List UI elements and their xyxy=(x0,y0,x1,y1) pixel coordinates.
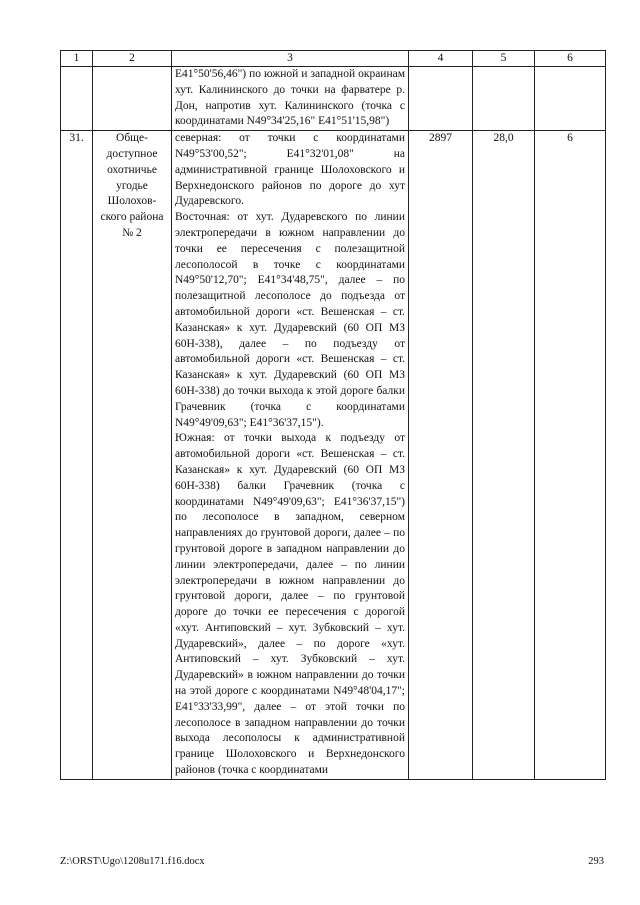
continuation-cell-number xyxy=(61,67,93,131)
continuation-description: E41°50'56,46") по южной и западной окраинам хут. Калининского до точки на фарватере р. Дон, напротив хут. Калининского (точка с координатами N49°34'25,16" E41°51'15,98") xyxy=(172,67,409,131)
north-boundary: северная: от точки с координатами N49°53'00,52"; E41°32'01,08" на административной границе Шолоховского и Верхнедонского районов по дороге до хут Дударевского. xyxy=(175,132,405,208)
column-5-value: 28,0 xyxy=(473,131,535,780)
column-4-value: 2897 xyxy=(409,131,473,780)
header-col-5: 5 xyxy=(473,51,535,67)
hunting-ground-name: Обще-доступное охотничье угодье Шолохов-ского района № 2 xyxy=(93,131,172,780)
hunting-grounds-table xyxy=(60,50,606,780)
header-col-3: 3 xyxy=(172,51,409,67)
header-col-4: 4 xyxy=(409,51,473,67)
continuation-row xyxy=(61,67,606,131)
page-number: 293 xyxy=(588,856,604,867)
header-row xyxy=(61,51,606,67)
east-boundary: Восточная: от хут. Дударевского по линии электропередачи в южном направлении до точки ее пересечения с полезащитной лесополосой в точке с координатами N49°50'12,70"; E41°34'48,75", далее – по полезащитной лесополосе до подъезда от автомобильной дороги «ст. Вешенская – ст. Казанская» к хут. Дударевский (60 ОП МЗ 60Н-338), далее – по подъезду от автомобильной дороги «ст. Вешенская – ст. Казанская» к хут. Дударевский (60 ОП МЗ 60Н-338) до точки выхода к этой дороге балки Грачевник (точка с координатами N49°49'09,63"; E41°36'37,15"). xyxy=(175,211,405,429)
south-boundary: Южная: от точки выхода к подъезду от автомобильной дороги «ст. Вешенская – ст. Казанская» к хут. Дударевский (60 ОП МЗ 60Н-338) балки Грачевник (точка с координатами N49°49'09,63"; E41°36'37,15") по лесополосе в западном, северном направлениях до грунтовой дороги, далее – по грунтовой дороге в западном направлении до линии электропередачи, далее – по линии электропередачи в южном направлении до грунтовой дороги, далее – по грунтовой дороге до точки ее пересечения с дорогой «хут. Антиповский – хут. Зубковский – хут. Дударевский», далее – по дороге «хут. Антиповский – хут. Зубковский – хут. Дударевский» в южном направлении до точки на этой дороге с координатами N49°48'04,17"; E41°33'33,99", далее – от этой точки по лесополосе в западном направлении до точки выхода лесополосы к административной границе Шолоховского и Верхнедонского районов (точка с координатами xyxy=(175,432,405,777)
header-col-2: 2 xyxy=(93,51,172,67)
continuation-cell-6 xyxy=(535,67,606,131)
header-col-6: 6 xyxy=(535,51,606,67)
row-number: 31. xyxy=(61,131,93,780)
continuation-cell-4 xyxy=(409,67,473,131)
continuation-cell-5 xyxy=(473,67,535,131)
table-row xyxy=(61,131,606,780)
header-col-1: 1 xyxy=(61,51,93,67)
boundary-description xyxy=(172,131,409,780)
continuation-cell-name xyxy=(93,67,172,131)
column-6-value: 6 xyxy=(535,131,606,780)
file-path: Z:\ORST\Ugo\1208u171.f16.docx xyxy=(60,856,205,867)
